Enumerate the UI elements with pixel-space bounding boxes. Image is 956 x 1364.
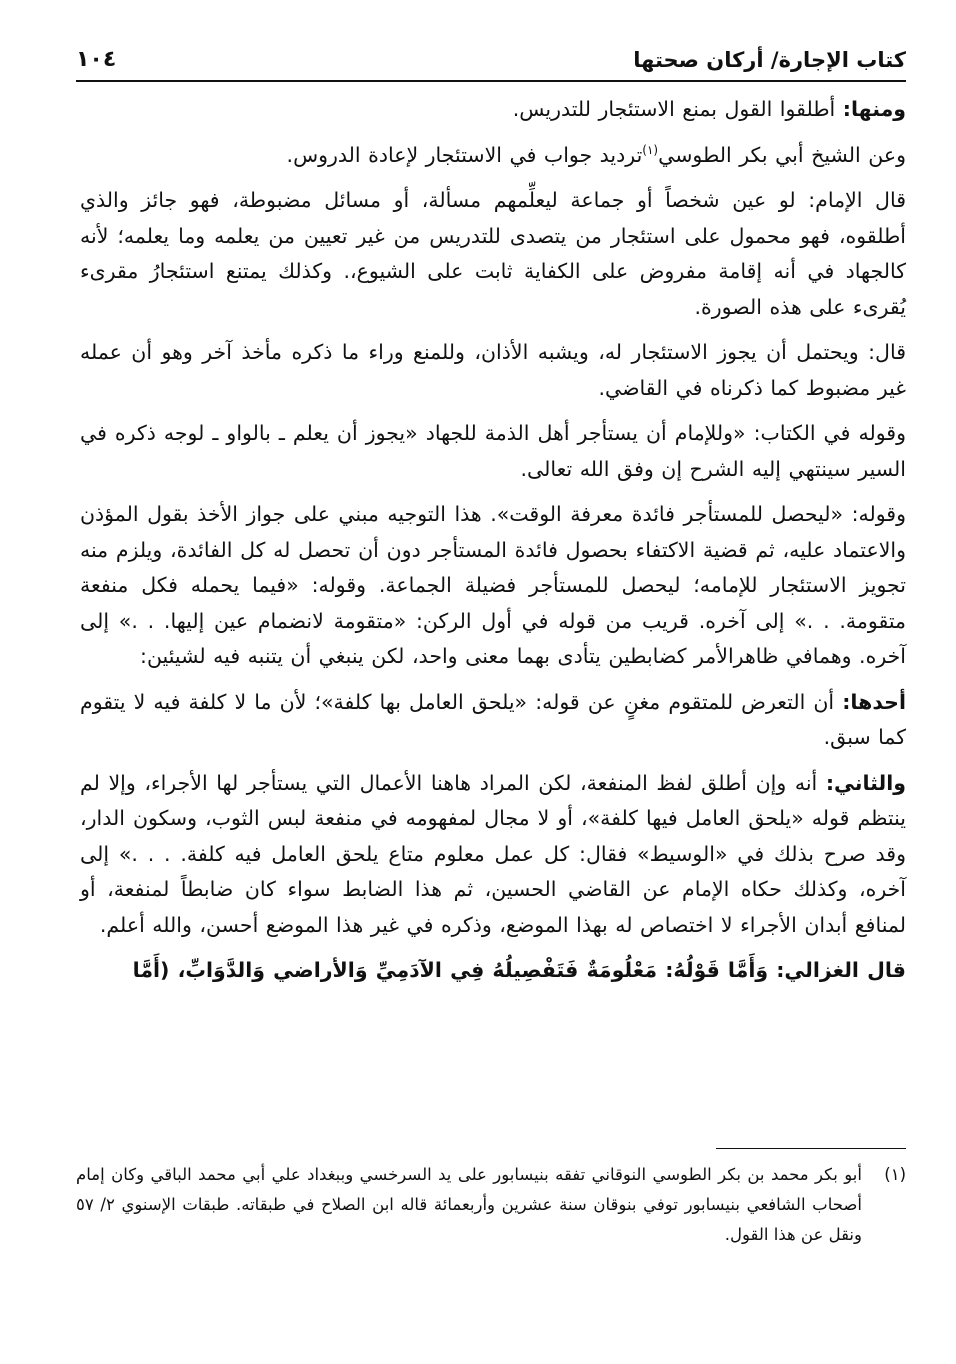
- paragraph-text: أطلقوا القول بمنع الاستئجار للتدريس.: [512, 97, 843, 121]
- paragraph: [80, 416, 906, 487]
- paragraph-text: قال: ويحتمل أن يجوز الاستئجار له، ويشبه الأذان، وللمنع وراء ما ذكره مأخذ آخر وهو أن عمله غير مضبوط كما ذكرناه في القاضي.: [80, 340, 906, 400]
- page-number: ١٠٤: [76, 47, 117, 72]
- footnote: [76, 1160, 906, 1250]
- paragraph: [80, 497, 906, 675]
- paragraph: [80, 766, 906, 944]
- paragraph: [80, 183, 906, 325]
- footnote-text: أبو بكر محمد بن بكر الطوسي النوقاني تفقه بنيسابور على يد السرخسي وببغداد علي أبي محمد الباقي وكان إمام أصحاب الشافعي بنيسابور توفي بنوقان سنة عشرين وأربعمائة قاله ابن الصلاح في طبقاته. طبقات الإسنوي ٢/ ٥٧ ونقل عن هذا القول.: [76, 1165, 862, 1244]
- paragraph-lead: ومنها:: [842, 97, 906, 121]
- paragraph: [80, 92, 906, 128]
- paragraph: [80, 138, 906, 174]
- paragraph-text: وقوله: «ليحصل للمستأجر فائدة معرفة الوقت». هذا التوجيه مبني على جواز الأخذ بقول المؤذن والاعتماد عليه، ثم قضية الاكتفاء بحصول فائدة المستأجر دون أن تحصل له كل الفائدة، ويلزم منه تجويز الاستئجار للإمامه؛ ليحصل للمستأجر فضيلة الجماعة. وقوله: «فيما يحمله فكل منفعة متقومة. . .» إلى آخره. قريب من قوله في أول الركن: «متقومة لانضمام عين إليها. . .» إلى آخره. وهمافي ظاهرالأمر كضابطين يتأدى بهما معنى واحد، لكن ينبغي أن يتنبه فيه لشيئين:: [80, 502, 906, 668]
- paragraph-text: قال الغزالي: وَأَمَّا قَوْلُهُ: مَعْلُومَةٌ فَتَفْصِيلُهُ فِي الآدَمِيِّ وَالأراضي وَالدَّوَابِّ، (أَمَّا: [132, 958, 906, 982]
- page-header: [76, 40, 906, 82]
- paragraph-text: أن التعرض للمتقوم مغنٍ عن قوله: «يلحق العامل بها كلفة»؛ لأن ما لا كلفة فيه لا يتقوم كما سبق.: [80, 689, 906, 749]
- paragraph-text: وعن الشيخ أبي بكر الطوسي: [658, 142, 906, 167]
- paragraph-text: وقوله في الكتاب: «وللإمام أن يستأجر أهل الذمة للجهاد «يجوز أن يعلم ـ بالواو ـ لوجه ذكره في السير سينتهي إليه الشرح إن وفق الله تعالى.: [80, 421, 906, 481]
- paragraph: [80, 953, 906, 989]
- footnote-marker[interactable]: (١): [642, 142, 659, 157]
- paragraph-lead: أحدها:: [842, 689, 906, 714]
- paragraph-text: ترديد جواب في الاستئجار لإعادة الدروس.: [286, 142, 643, 167]
- paragraph-text: قال الإمام: لو عين شخصاً أو جماعة ليعلِّمهم مسألة، أو مسائل مضبوطة، فهو جائز والذي أطلقوه، فهو محمول على استئجار من يتصدى للتدريس من غير تعيين من يعلمه وما يعلمه؛ لأنه كالجهاد في أنه إقامة مفروض على الكفاية ثابت على الشيوع،. وكذلك يمتنع استئجارُ مقرىء يُقرىء على هذه الصورة.: [80, 188, 906, 319]
- footnote-number: (١): [884, 1165, 906, 1184]
- running-title: كتاب الإجارة/ أركان صحتها: [633, 48, 906, 72]
- paragraph: [80, 685, 906, 756]
- footnote-divider: [716, 1148, 906, 1149]
- paragraph-lead: والثاني:: [825, 770, 906, 795]
- paragraph: [80, 335, 906, 406]
- paragraph-text: أنه وإن أطلق لفظ المنفعة، لكن المراد هاهنا الأعمال التي يستأجر لها الأجراء، وإلا لم ينتظم قوله «يلحق العامل فيها كلفة»، أو لا مجال لمفهومه في منفعة لبس الثوب، وسكون الدار، وقد صرح بذلك في «الوسيط» فقال: كل عمل معلوم متاع يلحق العامل فيه كلفة. . . .» إلى آخره، وكذلك حكاه الإمام عن القاضي الحسين، ثم هذا الضابط سواء كان ضابطاً لمنفعة، أو لمنافع أبدان الأجراء لا اختصاص له بهذا الموضع، وذكره في غير هذا الموضع أحسن، والله أعلم.: [80, 770, 906, 937]
- page-body: [80, 92, 906, 999]
